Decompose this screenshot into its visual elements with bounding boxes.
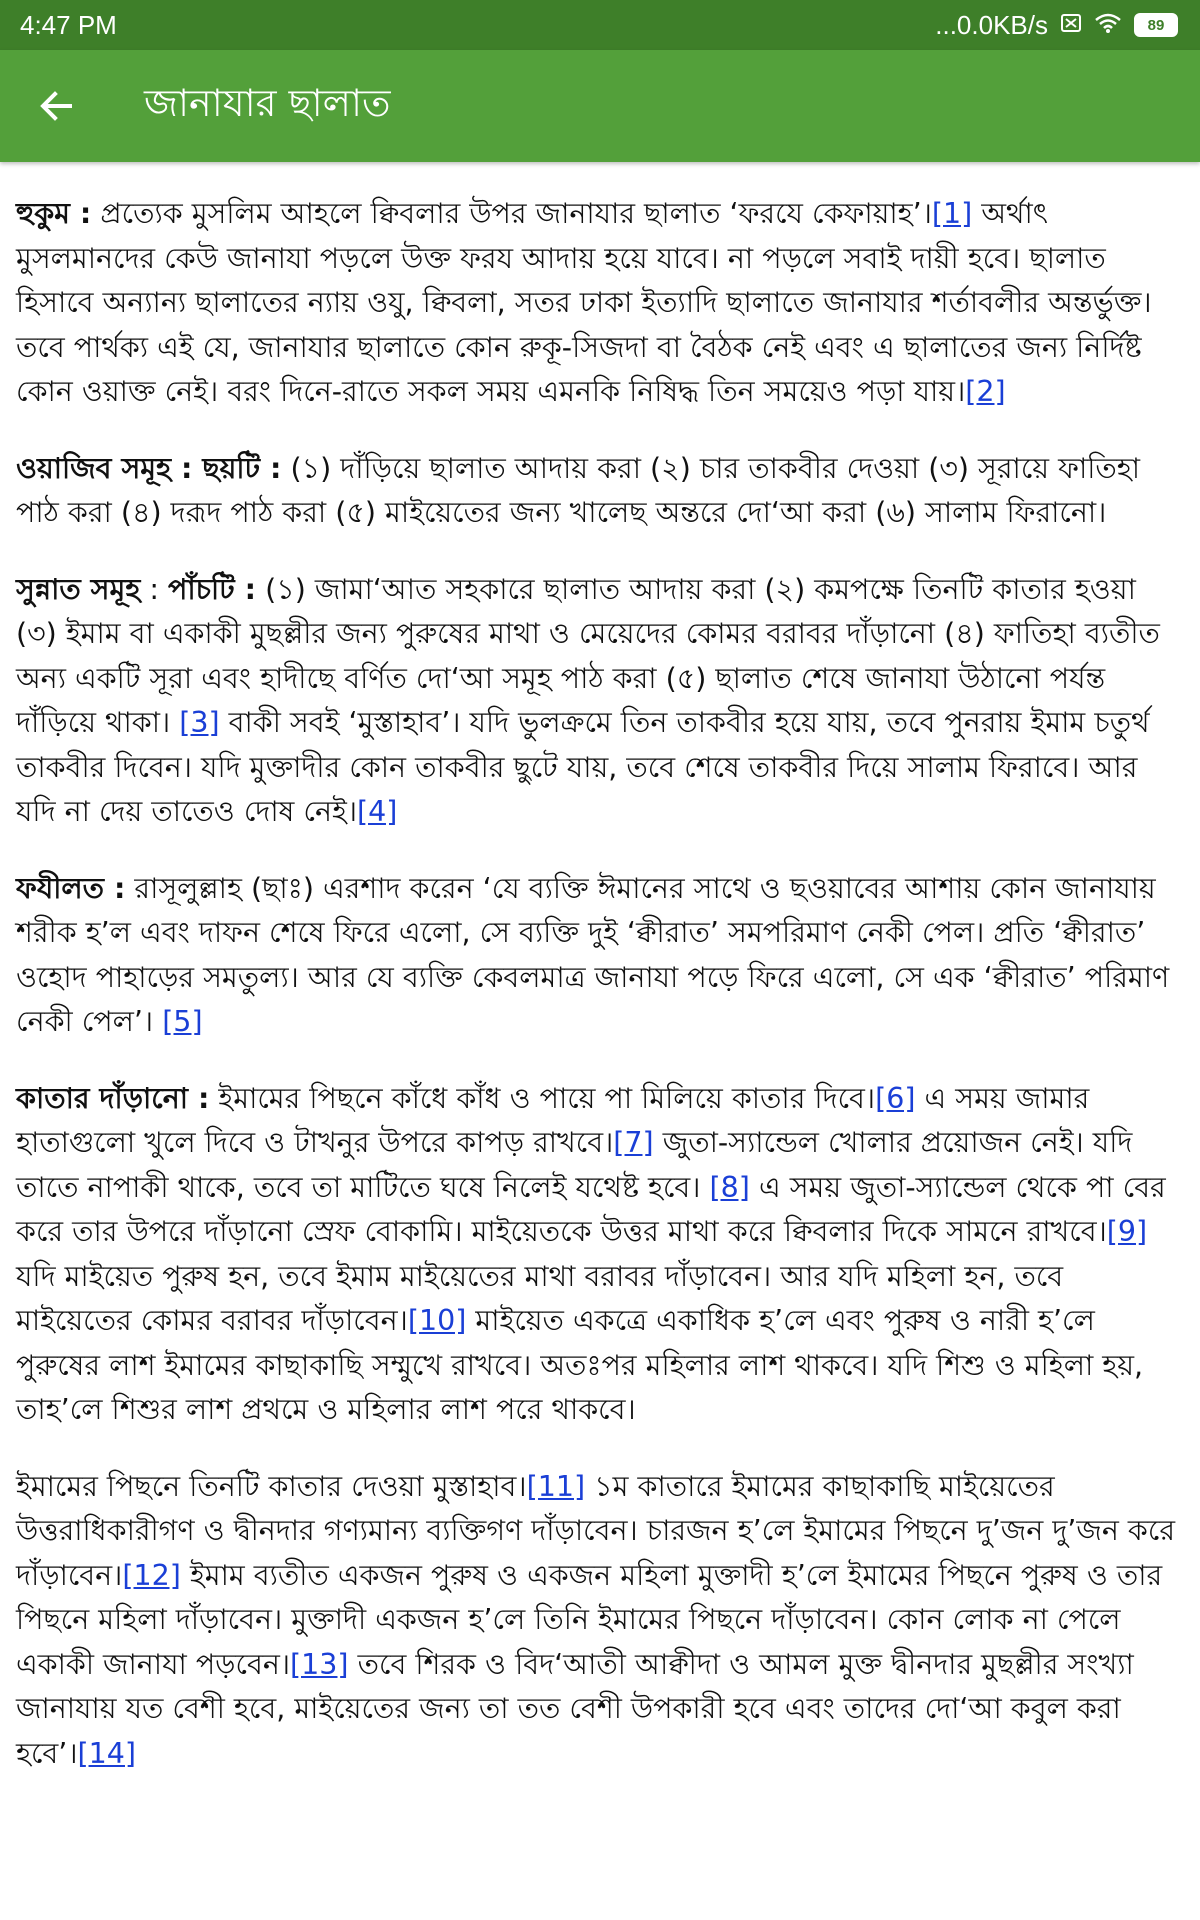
footnote-link[interactable]: [11] [526, 1469, 586, 1503]
paragraph-text: এ সময় জামার হাতাগুলো খুলে দিবে ও টাখনুর উপরে কাপড় রাখবে। [16, 1081, 1090, 1159]
paragraph [16, 447, 1178, 536]
network-speed: ...0.0KB/s [935, 9, 1048, 40]
paragraph-text: ইমাম ব্যতীত একজন পুরুষ ও একজন মহিলা মুক্তাদী হ’লে ইমামের পিছনে পুরুষ ও তার পিছনে মহিলা দাঁড়াবেন। মুক্তাদী একজন হ’লে তিনি ইমামের পিছনে দাঁড়াবেন। কোন লোক না পেলে একাকী জানাযা পড়বেন। [16, 1558, 1163, 1681]
paragraph-text: রাসূলুল্লাহ (ছাঃ) এরশাদ করেন ‘যে ব্যক্তি ঈমানের সাথে ও ছওয়াবের আশায় কোন জানাযায় শরীক হ’ল এবং দাফন শেষে ফিরে এলো, সে ব্যক্তি দুই ‘ক্বীরাত’ সমপরিমাণ নেকী পেল। প্রতি ‘ক্বীরাত’ ওহোদ পাহাড়ের সমতুল্য। আর যে ব্যক্তি কেবলমাত্র জানাযা পড়ে ফিরে এলো, সে এক ‘ক্বীরাত’ পরিমাণ নেকী পেল’। [16, 871, 1170, 1038]
section-heading: কাতার দাঁড়ানো : [16, 1081, 210, 1115]
paragraph-text: ১ম কাতারে ইমামের কাছাকাছি মাইয়েতের উত্তরাধিকারীগণ ও দ্বীনদার গণ্যমান্য ব্যক্তিগণ দাঁড়াবেন। চারজন হ’লে ইমামের পিছনে দু’জন দু’জন করে দাঁড়াবেন। [16, 1469, 1176, 1592]
paragraph-text: জুতা-স্যান্ডেল খোলার প্রয়োজন নেই। যদি তাতে নাপাকী থাকে, তবে তা মাটিতে ঘষে নিলেই যথেষ্ট হবে। [16, 1126, 1133, 1204]
section-heading: সুন্নাত সমূহ [16, 572, 141, 606]
paragraph-text: এ সময় জুতা-স্যান্ডেল থেকে পা বের করে তার উপরে দাঁড়ানো স্রেফ বোকামি। মাইয়েতকে উত্তর মাথা করে ক্বিবলার দিকে সামনে রাখবে। [16, 1170, 1166, 1248]
status-time: 4:47 PM [20, 9, 117, 40]
section-heading: ওয়াজিব সমূহ : ছয়টি : [16, 451, 282, 485]
paragraph [16, 1465, 1178, 1777]
paragraph-text: প্রত্যেক মুসলিম আহলে ক্বিবলার উপর জানাযার ছালাত ‘ফরযে কেফায়াহ’। [91, 197, 932, 230]
article-body[interactable] [16, 192, 1178, 1808]
paragraph-text: ইমামের পিছনে তিনটি কাতার দেওয়া মুস্তাহাব। [16, 1469, 527, 1503]
footnote-link[interactable]: [12] [122, 1558, 181, 1592]
paragraph-text: বাকী সবই ‘মুস্তাহাব’। যদি ভুলক্রমে তিন তাকবীর হয়ে যায়, তবে পুনরায় ইমাম চতুর্থ তাকবীর দিবেন। যদি মুক্তাদীর কোন তাকবীর ছুটে যায়, তবে শেষে তাকবীর দিয়ে সালাম ফিরাবে। আর যদি না দেয় তাতেও দোষ নেই। [16, 706, 1150, 828]
footnote-link[interactable]: [4] [357, 795, 398, 828]
footnote-link[interactable]: [8] [709, 1170, 750, 1204]
paragraph-text: : [140, 572, 169, 606]
footnote-link[interactable]: [9] [1106, 1215, 1148, 1248]
paragraph-text: তবে শিরক ও বিদ‘আতী আক্বীদা ও আমল মুক্ত দ্বীনদার মুছল্লীর সংখ্যা জানাযায় যত বেশী হবে, মাইয়েতের জন্য তা তত বেশী উপকারী হবে এবং তাদের দো‘আ কবুল করা হবে’। [16, 1647, 1134, 1770]
paragraph-text: (১) দাঁড়িয়ে ছালাত আদায় করা (২) চার তাকবীর দেওয়া (৩) সূরায়ে ফাতিহা পাঠ করা (৪) দরূদ পাঠ করা (৫) মাইয়েতের জন্য খালেছ অন্তরে দো‘আ করা (৬) সালাম ফিরানো। [16, 451, 1140, 529]
paragraph-text: (১) জামা‘আত সহকারে ছালাত আদায় করা (২) কমপক্ষে তিনটি কাতার হওয়া (৩) ইমাম বা একাকী মুছল্লীর জন্য পুরুষের মাথা ও মেয়েদের কোমর বরাবর দাঁড়ানো (৪) ফাতিহা ব্যতীত অন্য একটি সূরা এবং হাদীছে বর্ণিত দো‘আ সমূহ পাঠ করা (৫) ছালাত শেষে জানাযা উঠানো পর্যন্ত দাঁড়িয়ে থাকা। [16, 572, 1160, 739]
battery-level: 89 [1147, 16, 1165, 34]
section-heading: পাঁচটি : [168, 572, 257, 606]
footnote-link[interactable]: [10] [407, 1304, 467, 1337]
footnote-link[interactable]: [6] [875, 1081, 916, 1115]
section-heading: হুকুম : [16, 197, 92, 230]
paragraph-text: মাইয়েত একত্রে একাধিক হ’লে এবং পুরুষ ও নারী হ’লে পুরুষের লাশ ইমামের কাছাকাছি সম্মুখে রাখবে। অতঃপর মহিলার লাশ থাকবে। যদি শিশু ও মহিলা হয়, তাহ’লে শিশুর লাশ প্রথমে ও মহিলার লাশ পরে থাকবে। [16, 1304, 1144, 1426]
paragraph-text: অর্থাৎ মুসলমানদের কেউ জানাযা পড়লে উক্ত ফরয আদায় হয়ে যাবে। না পড়লে সবাই দায়ী হবে। ছালাত হিসাবে অন্যান্য ছালাতের ন্যায় ওযু, ক্বিবলা, সতর ঢাকা ইত্যাদি ছালাতে জানাযার শর্তাবলীর অন্তর্ভুক্ত। তবে পার্থক্য এই যে, জানাযার ছালাতে কোন রুকূ-সিজদা বা বৈঠক নেই এবং এ ছালাতের জন্য নির্দিষ্ট কোন ওয়াক্ত নেই। বরং দিনে-রাতে সকল সময় এমনকি নিষিদ্ধ তিন সময়েও পড়া যায়। [16, 197, 1152, 408]
app-bar [0, 50, 1200, 162]
status-bar [0, 0, 1200, 50]
status-icons [935, 10, 1178, 41]
page-title: জানাযার ছালাত [144, 81, 391, 125]
arrow-left-icon [36, 86, 76, 126]
sim-off-icon [1060, 10, 1082, 41]
paragraph [16, 192, 1178, 415]
footnote-link[interactable]: [3] [179, 706, 220, 739]
footnote-link[interactable]: [14] [77, 1736, 137, 1770]
paragraph-text: যদি মাইয়েত পুরুষ হন, তবে ইমাম মাইয়েতের মাথা বরাবর দাঁড়াবেন। আর যদি মহিলা হন, তবে মাইয়েতের কোমর বরাবর দাঁড়াবেন। [16, 1259, 1064, 1337]
battery-icon [1134, 13, 1178, 37]
back-button[interactable] [28, 78, 84, 134]
section-heading: ফযীলত : [16, 871, 126, 905]
paragraph [16, 867, 1178, 1045]
paragraph [16, 568, 1178, 835]
footnote-link[interactable]: [13] [290, 1647, 349, 1681]
wifi-icon [1094, 10, 1122, 41]
footnote-link[interactable]: [2] [965, 375, 1006, 408]
footnote-link[interactable]: [5] [162, 1005, 203, 1038]
footnote-link[interactable]: [1] [931, 197, 973, 230]
footnote-link[interactable]: [7] [613, 1126, 654, 1159]
paragraph-text: ইমামের পিছনে কাঁধে কাঁধ ও পায়ে পা মিলিয়ে কাতার দিবে। [209, 1081, 876, 1115]
paragraph [16, 1077, 1178, 1433]
